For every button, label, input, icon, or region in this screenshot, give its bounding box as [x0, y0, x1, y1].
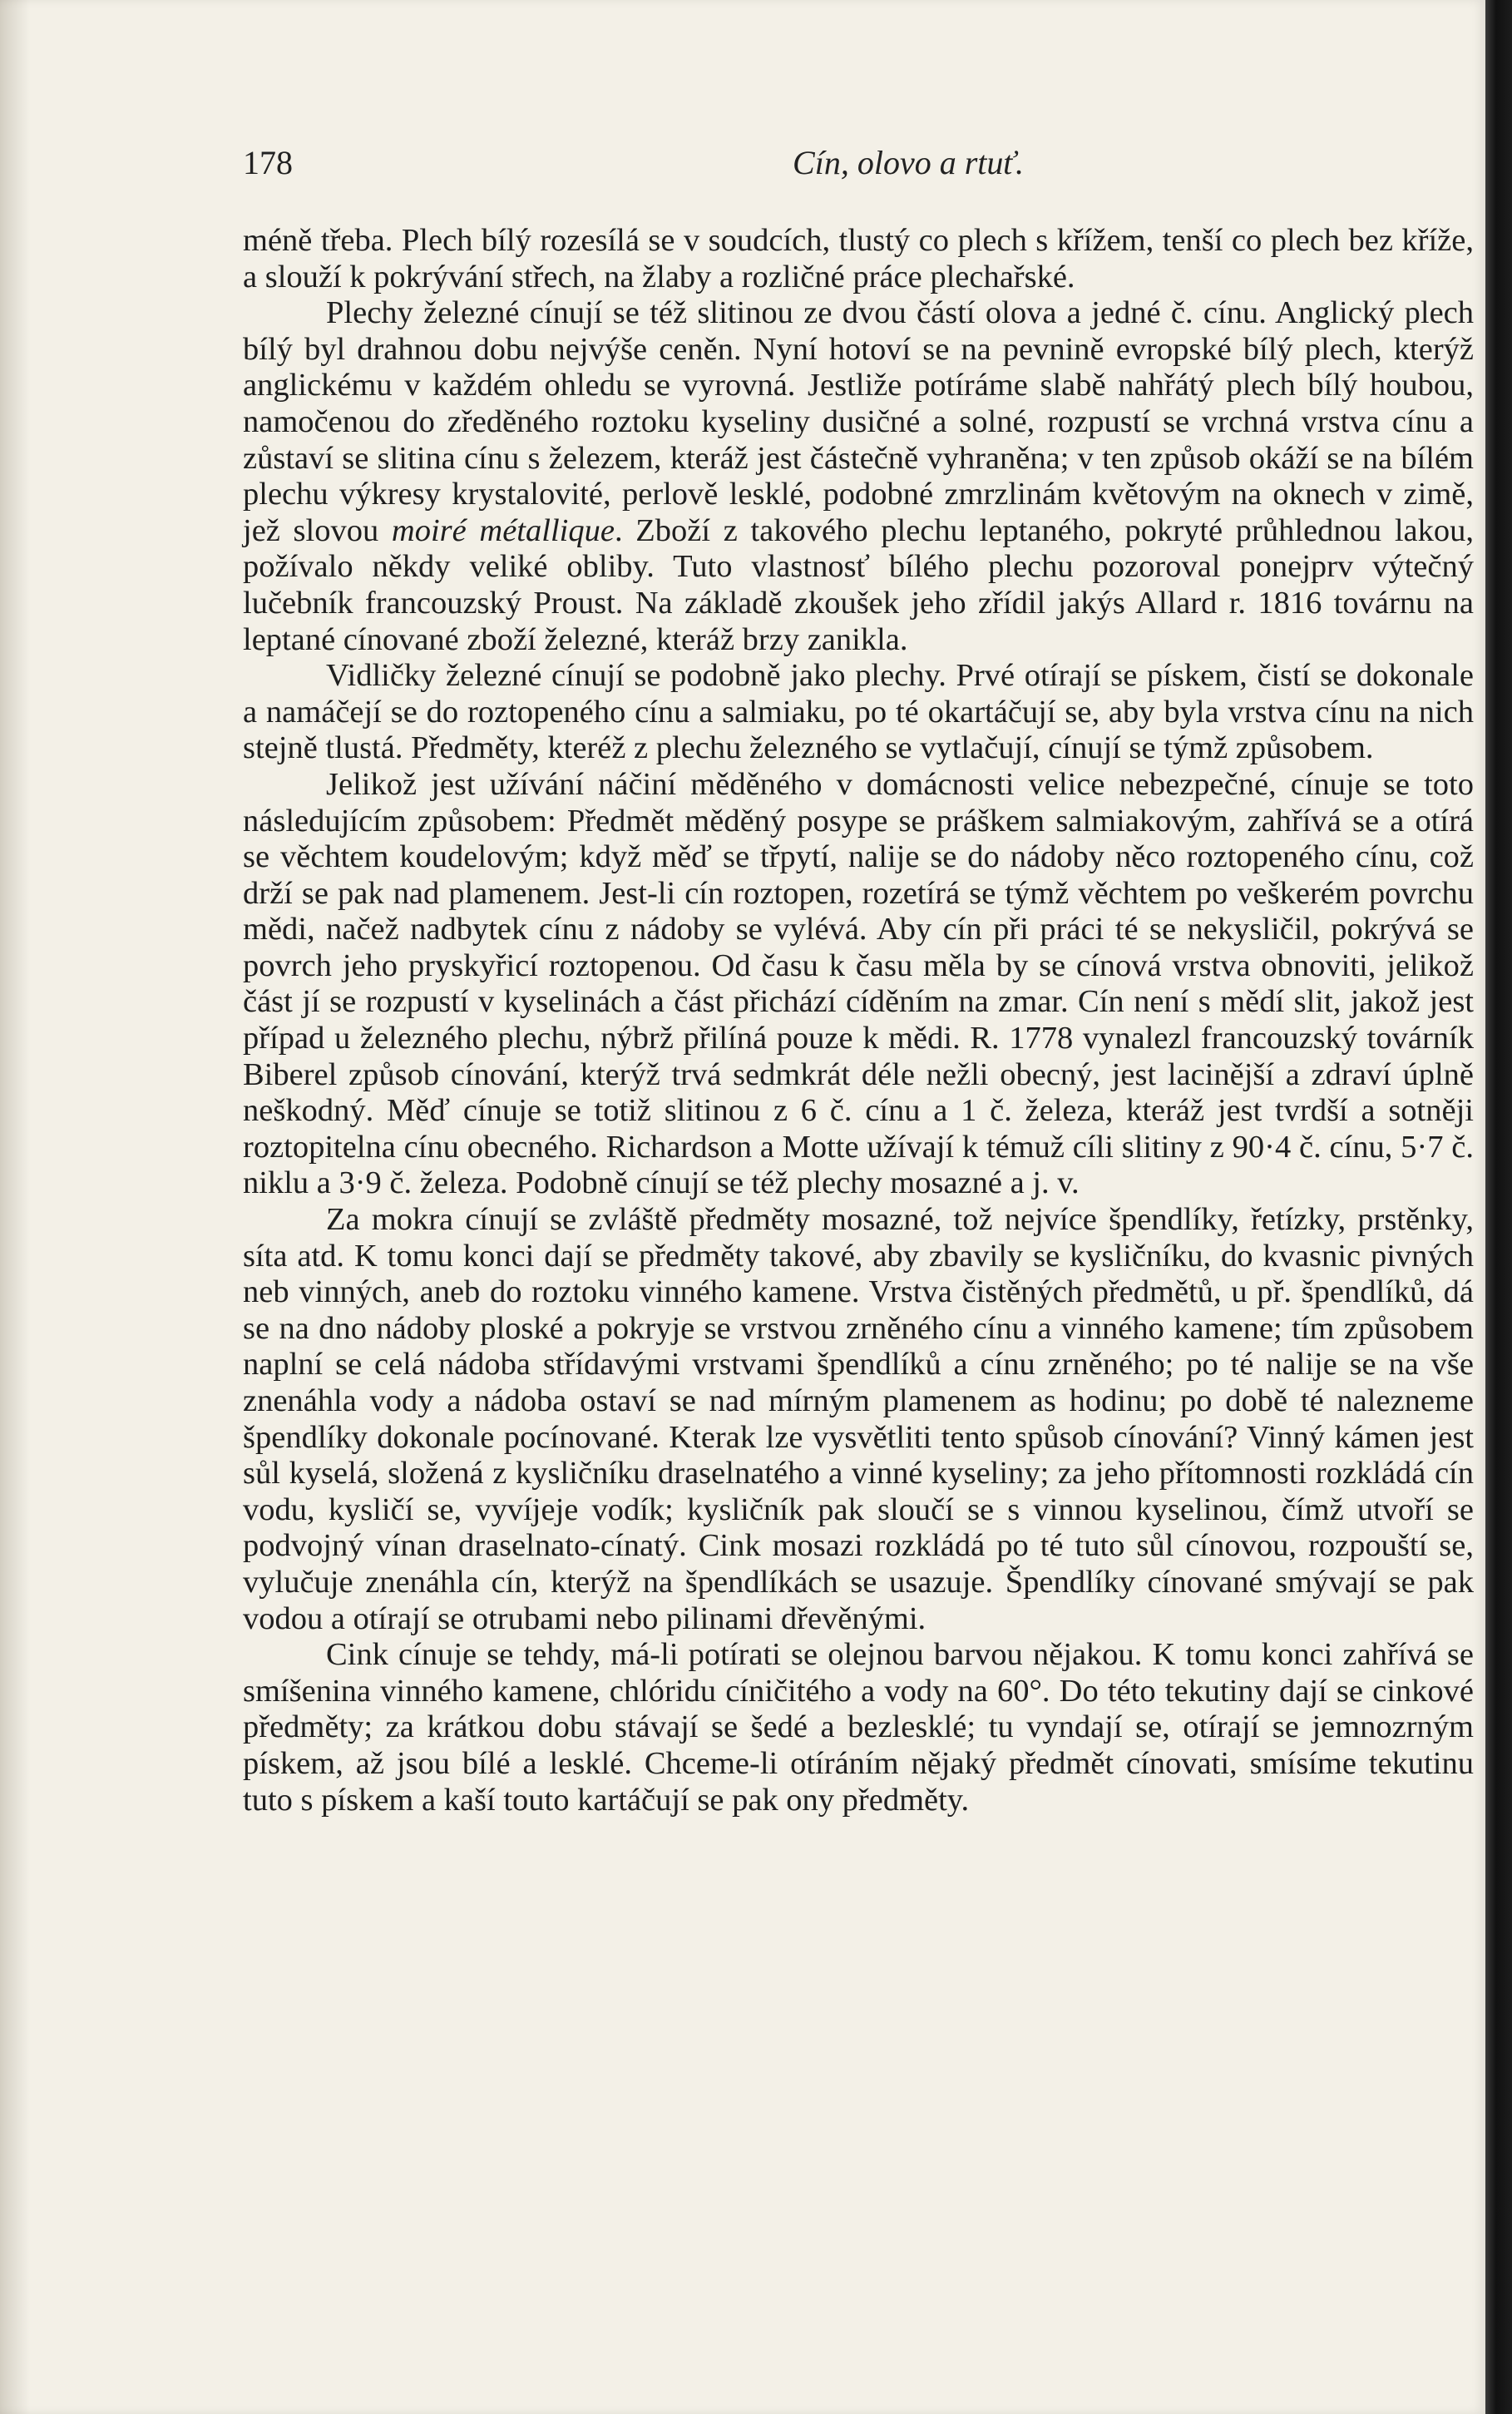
running-title: Cín, olovo a rtuť.	[793, 144, 1024, 181]
paragraph-text: . Zboží z takového plechu leptaného, pokryté průhlednou lakou, požívalo někdy veliké obliby. Tuto vlastnosť bílého plechu pozoroval ponejprv výtečný lučebník francouzský Proust. Na základě zkoušek jeho zřídil jakýs Allard r. 1816 továrnu na leptané cínované zboží železné, kteráž brzy zanikla.	[243, 512, 1474, 657]
italic-term: moiré métallique	[391, 512, 615, 548]
body-text	[243, 223, 1474, 1818]
paragraph: Jelikož jest užívání náčiní měděného v domácnosti velice nebezpečné, cínuje se toto následujícím způsobem: Předmět měděný posype se práškem salmiakovým, zahřívá se a otírá se věchtem koudelovým; když měď se třpytí, nalije se do nádoby něco roztopeného cínu, což drží se pak nad plamenem. Jest-li cín roztopen, rozetírá se týmž věchtem po veškerém povrchu mědi, načež nadbytek cínu z nádoby se vylévá. Aby cín při práci té se nekysličil, pokrývá se povrch jeho pryskyřicí roztopenou. Od času k času měla by se cínová vrstva obnoviti, jelikož část jí se rozpustí v kyselinách a část přichází cíděním na zmar. Cín není s mědí slit, jakož jest případ u železného plechu, nýbrž přilíná pouze k mědi. R. 1778 vynalezl francouzský továrník Biberel způsob cínování, kterýž trvá sedmkrát déle nežli obecný, jest lacinější a zdraví úplně neškodný. Měď cínuje se totiž slitinou z 6 č. cínu a 1 č. železa, kteráž jest tvrdší a sotněji roztopitelna cínu obecného. Richardson a Motte užívají k témuž cíli slitiny z 90·4 č. cínu, 5·7 č. niklu a 3·9 č. železa. Podobně cínují se též plechy mosazné a j. v.	[243, 766, 1474, 1201]
page-header	[243, 143, 1474, 193]
page-number: 178	[243, 144, 293, 181]
paragraph: Za mokra cínují se zvláště předměty mosazné, tož nejvíce špendlíky, řetízky, prstěnky, síta atd. K tomu konci dají se předměty takové, aby zbavily se kysličníku, do kvasnic pivných neb vinných, aneb do roztoku vinného kamene. Vrstva čistěných předmětů, u př. špendlíků, dá se na dno nádoby ploské a pokryje se vrstvou zrněného cínu a vinného kamene; tím způsobem naplní se celá nádoba střídavými vrstvami špendlíků a cínu zrněného; po té nalije se na vše znenáhla vody a nádoba ostaví se nad mírným plamenem as hodinu; po době té nalezneme špendlíky dokonale pocínované. Kterak lze vysvětliti tento spůsob cínování? Vinný kámen jest sůl kyselá, složená z kysličníku draselnatého a vinné kyseliny; za jeho přítomnosti rozkládá cín vodu, kysličí se, vyvíjeje vodík; kysličník pak sloučí se s vinnou kyselinou, čímž utvoří se podvojný vínan draselnato-cínatý. Cink mosazi rozkládá po té tuto sůl cínovou, rozpouští se, vylučuje znenáhla cín, kterýž na špendlíkách se usazuje. Špendlíky cínované smývají se pak vodou a otírají se otrubami nebo pilinami dřevěnými.	[243, 1202, 1474, 1636]
page-edge-dark	[1485, 0, 1512, 2414]
paragraph-text: Plechy železné cínují se též slitinou ze dvou částí olova a jedné č. cínu. Anglický plech bílý byl drahnou dobu nejvýše ceněn. Nyní hotoví se na pevnině evropské bílý plech, kterýž anglickému v každém ohledu se vyrovná. Jestliže potíráme slabě nahřátý plech bílý houbou, namočenou do zředěného roztoku kyseliny dusičné a solné, rozpustí se vrchná vrstva cínu a zůstaví se slitina cínu s železem, kteráž jest částečně vyhraněna; v ten způsob okáží se na bílém plechu výkresy krystalovité, perlově lesklé, podobné zmrzlinám květovým na oknech v zimě, jež slovou	[243, 295, 1474, 548]
page-gutter-shadow	[0, 0, 30, 2414]
paragraph: méně třeba. Plech bílý rozesílá se v soudcích, tlustý co plech s křížem, tenší co plech bez kříže, a slouží k pokrývání střech, na žlaby a rozličné práce plechařské.	[243, 223, 1474, 294]
paragraph	[243, 295, 1474, 658]
paragraph: Cink cínuje se tehdy, má-li potírati se olejnou barvou nějakou. K tomu konci zahřívá se smíšenina vinného kamene, chlóridu cíničitého a vody na 60°. Do této tekutiny dají se cinkové předměty; za krátkou dobu stávají se šedé a bezlesklé; tu vyndají se, otírají se jemnozrným pískem, až jsou bílé a lesklé. Chceme-li otíráním nějaký předmět cínovati, smísíme tekutinu tuto s pískem a kaší touto kartáčují se pak ony předměty.	[243, 1637, 1474, 1818]
paragraph: Vidličky železné cínují se podobně jako plechy. Prvé otírají se pískem, čistí se dokonale a namáčejí se do roztopeného cínu a salmiaku, po té okartáčují se, aby byla vrstva cínu na nich stejně tlustá. Předměty, kteréž z plechu železného se vytlačují, cínují se týmž způsobem.	[243, 658, 1474, 766]
